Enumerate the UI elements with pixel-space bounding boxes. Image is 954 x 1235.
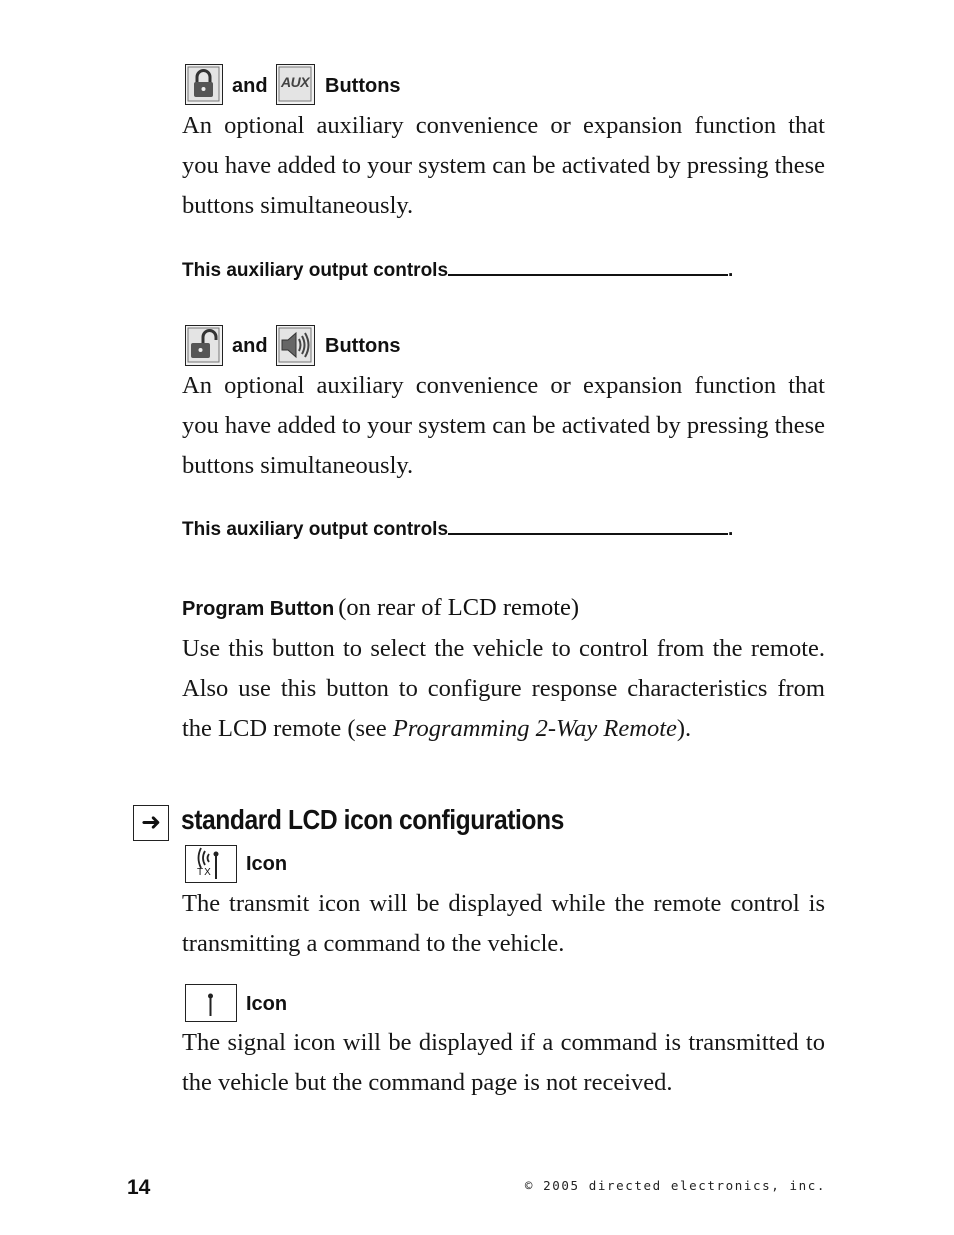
controls-period-2: . bbox=[728, 519, 734, 540]
arrow-icon: ➜ bbox=[140, 808, 162, 836]
section1-controls-line bbox=[182, 258, 733, 282]
program-body-italic: Programming 2-Way Remote bbox=[392, 715, 677, 742]
speaker-button-icon bbox=[276, 325, 315, 366]
program-subtitle: (on rear of LCD remote) bbox=[338, 594, 580, 621]
controls-label: This auxiliary output controls bbox=[182, 260, 449, 281]
section1-body: An optional auxiliary convenience or expansion function that you have added to your system can be activated by pressing these buttons simultaneously. bbox=[182, 112, 825, 219]
controls-label-2: This auxiliary output controls bbox=[182, 519, 449, 540]
page-number: 14 bbox=[127, 1176, 151, 1199]
controls-blank-2 bbox=[448, 517, 728, 535]
copyright: © 2005 directed electronics, inc. bbox=[524, 1178, 826, 1193]
buttons-label-2: Buttons bbox=[325, 335, 401, 357]
program-body-end: ). bbox=[676, 715, 692, 742]
lock-button-icon bbox=[185, 64, 223, 105]
program-heading bbox=[182, 594, 579, 622]
tx-body: The transmit icon will be displayed while the remote control is transmitting a command to the vehicle. bbox=[182, 890, 825, 957]
buttons-label: Buttons bbox=[325, 75, 401, 97]
aux-icon-text: AUX bbox=[281, 74, 310, 90]
unlock-button-icon bbox=[185, 325, 223, 366]
transmit-icon bbox=[185, 845, 237, 883]
and-label: and bbox=[232, 75, 268, 97]
section2-body: An optional auxiliary convenience or expansion function that you have added to your system can be activated by pressing these buttons simultaneously. bbox=[182, 372, 825, 479]
and-label-2: and bbox=[232, 335, 268, 357]
controls-blank bbox=[448, 258, 728, 276]
signal-icon bbox=[185, 984, 237, 1022]
lcd-section-title: standard LCD icon configurations bbox=[181, 804, 564, 835]
signal-icon-label: Icon bbox=[246, 993, 288, 1015]
section2-controls-line bbox=[182, 517, 733, 541]
signal-body: The signal icon will be displayed if a command is transmitted to the vehicle but the command page is not received. bbox=[182, 1029, 825, 1096]
aux-button-icon bbox=[276, 64, 315, 105]
program-body bbox=[182, 629, 825, 749]
section-arrow-box bbox=[133, 805, 169, 841]
tx-icon-label: Icon bbox=[246, 853, 288, 875]
program-body-start: Use this button to select the vehicle to control from the remote. Also use this button to configure response characteristics from the LCD remote (see bbox=[182, 635, 825, 742]
tx-icon-text: TX bbox=[197, 867, 212, 878]
controls-period: . bbox=[728, 260, 734, 281]
program-title: Program Button bbox=[182, 598, 335, 620]
